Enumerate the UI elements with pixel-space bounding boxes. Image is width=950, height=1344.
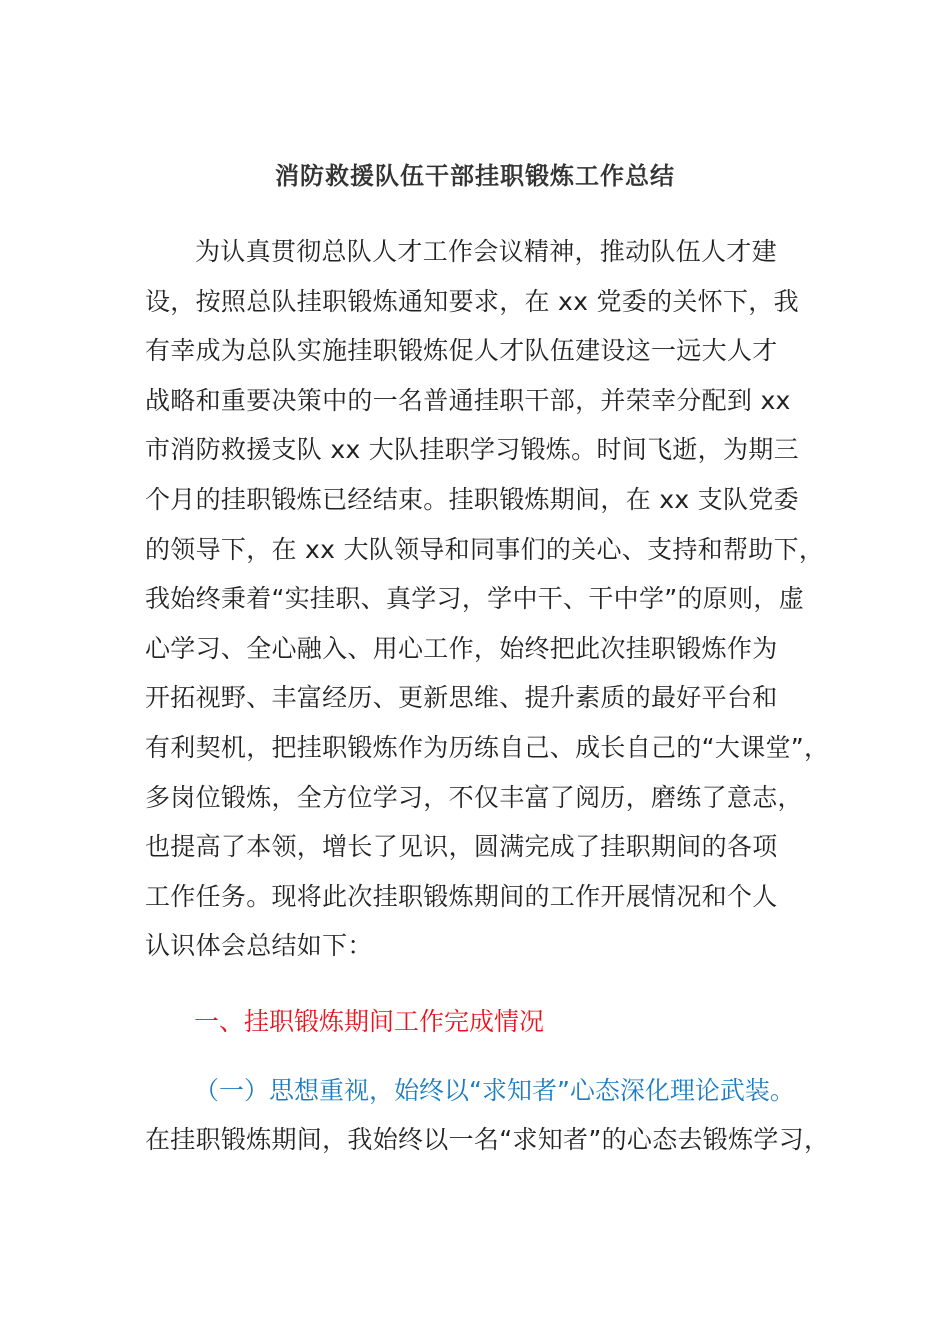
paragraph-line: 为认真贯彻总队人才工作会议精神，推动队伍人才建	[195, 237, 777, 266]
document-title: 消防救援队伍干部挂职锻炼工作总结	[275, 162, 675, 190]
section-heading: 一、挂职锻炼期间工作完成情况	[194, 1007, 545, 1036]
paragraph-line: 多岗位锻炼，全方位学习，不仅丰富了阅历，磨练了意志，	[145, 782, 803, 812]
paragraph-line: 有利契机，把挂职锻炼作为历练自己、成长自己的“大课堂”，	[145, 732, 830, 762]
paragraph-line: 也提高了本领，增长了见识，圆满完成了挂职期间的各项	[145, 832, 778, 862]
paragraph-line: 的领导下，在 xx 大队领导和同事们的关心、支持和帮助下，	[145, 534, 825, 564]
intro-paragraph	[145, 227, 835, 971]
paragraph-line: 设，按照总队挂职锻炼通知要求，在 xx 党委的关怀下，我	[145, 286, 799, 316]
paragraph-line: 心学习、全心融入、用心工作，始终把此次挂职锻炼作为	[145, 633, 778, 663]
paragraph-line: 开拓视野、丰富经历、更新思维、提升素质的最好平台和	[145, 683, 778, 713]
paragraph-line: 市消防救援支队 xx 大队挂职学习锻炼。时间飞逝，为期三	[145, 435, 799, 465]
paragraph-line: 认识体会总结如下：	[145, 931, 373, 961]
paragraph-line: 我始终秉着“实挂职、真学习，学中干、干中学”的原则，虚	[145, 584, 805, 614]
paragraph-line: 个月的挂职锻炼已经结束。挂职锻炼期间，在 xx 支队党委	[145, 484, 799, 514]
paragraph-line: 工作任务。现将此次挂职锻炼期间的工作开展情况和个人	[145, 881, 778, 911]
paragraph-line: 有幸成为总队实施挂职锻炼促人才队伍建设这一远大人才	[145, 336, 778, 366]
subsection-heading: （一）思想重视，始终以“求知者”心态深化理论武装。	[194, 1076, 795, 1105]
paragraph-line: 战略和重要决策中的一名普通挂职干部，并荣幸分配到 xx	[145, 385, 791, 415]
subsection-paragraph-line: 在挂职锻炼期间，我始终以一名“求知者”的心态去锻炼学习，	[145, 1125, 830, 1154]
